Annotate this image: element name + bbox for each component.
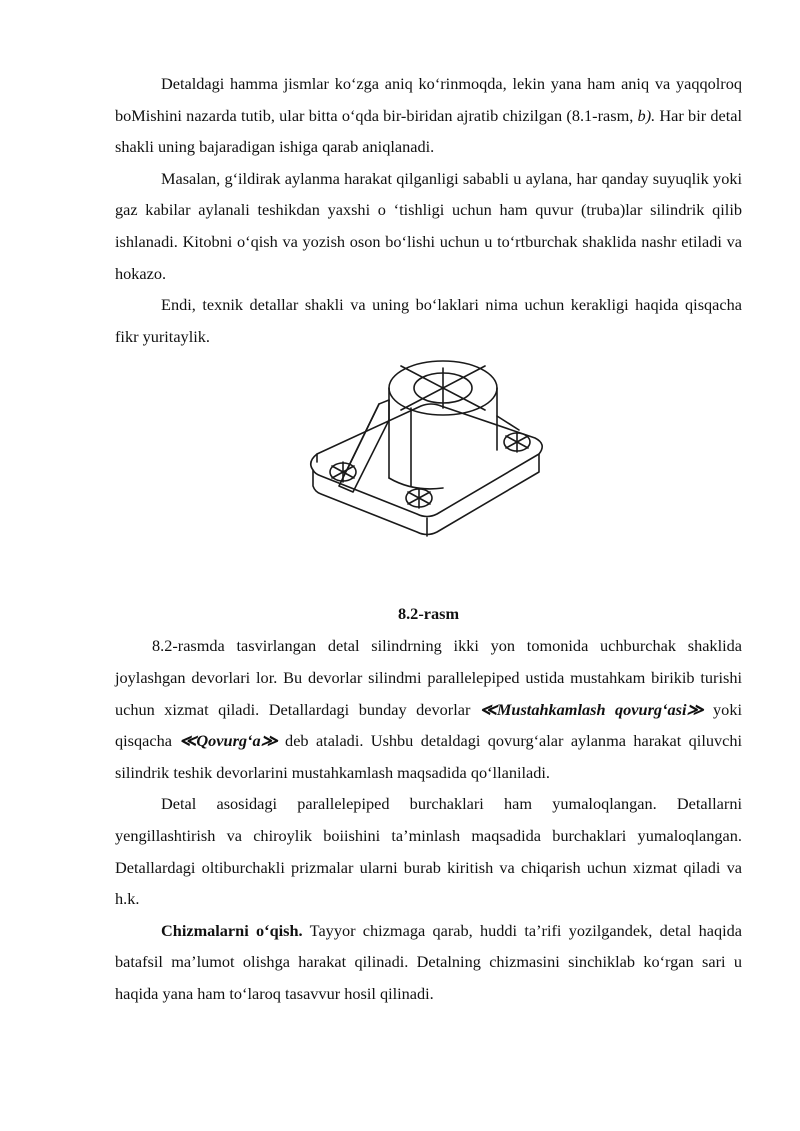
detail-isometric-drawing bbox=[303, 358, 553, 596]
paragraph-1-text-c: Har bir detal shakli uning bajaradigan ishiga qarab aniqlanadi. bbox=[115, 105, 743, 157]
paragraph-4-text-e: deb ataladi. Ushbu detaldagi qovurg‘alar aylanma harakat qiluvchi silindrik teshik devorlarini mustahkamlash maqsadida qo‘llaniladi. bbox=[115, 731, 743, 782]
paragraph-4 bbox=[115, 630, 742, 788]
paragraph-4-text-c: yoki qisqacha bbox=[115, 699, 742, 751]
figure-caption: 8.2-rasm bbox=[397, 604, 460, 624]
paragraph-5: Detal asosidagi parallelepiped burchaklari ham yumaloqlangan. Detallarni yengillashtirish va chiroylik boiishini ta’minlash maqsadida burchaklari yumaloqlangan. Detallardagi oltiburchakli prizmalar ularni burab kiritish va chiqarish uchun xizmat qiladi va h.k. bbox=[115, 794, 742, 909]
term-qovurga: ≪Qovurg‘a≫ bbox=[179, 731, 278, 751]
paragraph-4-text-a: 8.2-rasmda tasvirlangan detal silindrning ikki yon tomonida uchburchak shaklida joylashgan devorlari lor. Bu devorlar silindmi parallelepiped ustida mustahkam birikib turishi uchun xizmat qiladi. Detallardagi bunday devorlar bbox=[115, 636, 742, 719]
figure-8-2 bbox=[115, 358, 742, 596]
paragraph-1-text-b: b). bbox=[637, 105, 656, 125]
section-heading: Chizmalarni o‘qish. bbox=[161, 920, 303, 940]
paragraph-1 bbox=[115, 68, 742, 163]
paragraph-1-text-a: Detaldagi hamma jismlar ko‘zga aniq ko‘rinmoqda, lekin yana ham aniq va yaqqolroq boMishini nazarda tutib, ular bitta o‘qda bir-biridan ajratib chizilgan (8.1-rasm, bbox=[115, 74, 742, 125]
paragraph-3: Endi, texnik detallar shakli va uning bo‘laklari nima uchun kerakligi haqida qisqacha fikr yuritaylik. bbox=[115, 295, 742, 346]
term-mustahkamlash: ≪Mustahkamlash qovurg‘asi≫ bbox=[479, 699, 704, 719]
paragraph-2: Masalan, g‘ildirak aylanma harakat qilganligi sababli u aylana, har qanday suyuqlik yoki gaz kabilar aylanali teshikdan yaxshi o ‘tishligi uchun ham quvur (truba)lar silindrik qilib ishlanadi. Kitobni o‘qish va yozish oson bo‘lishi uchun u to‘rtburchak shaklida nashr etiladi va hokazo. bbox=[115, 168, 742, 283]
paragraph-6 bbox=[115, 915, 742, 1010]
document-page bbox=[115, 68, 742, 1009]
paragraph-6-body: Tayyor chizmaga qarab, huddi ta’rifi yozilgandek, detal haqida batafsil ma’lumot olishga harakat qilinadi. Detalning chizmasini sinchiklab ko‘rgan sari u haqida yana ham to‘laroq tasavvur hosil qilinadi. bbox=[115, 920, 742, 1003]
